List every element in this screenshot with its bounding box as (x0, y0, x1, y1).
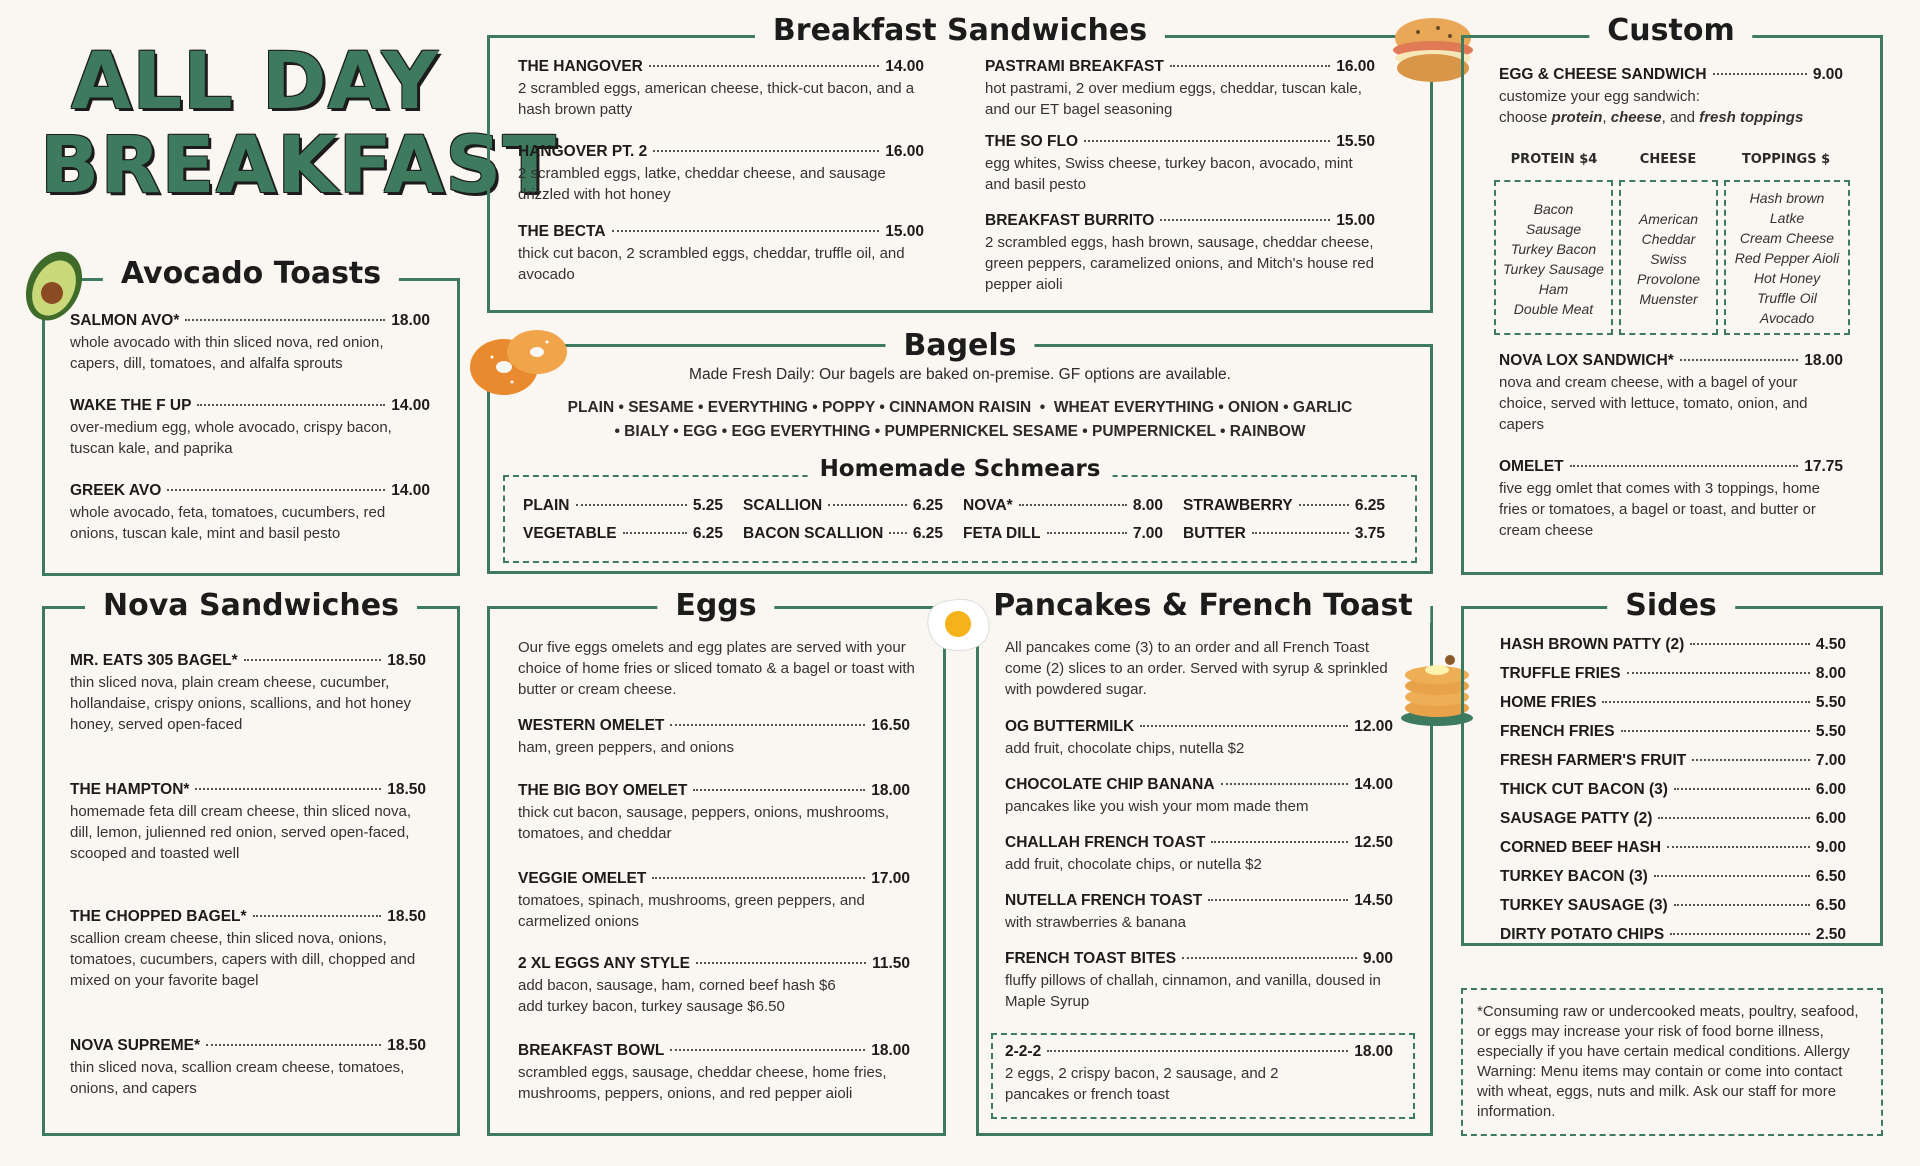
item-name: CHOCOLATE CHIP BANANA (1005, 776, 1215, 793)
side-item: HOME FRIES 5.50 (1500, 694, 1846, 711)
item-desc: add bacon, sausage, ham, corned beef hash $6 (518, 977, 836, 994)
item-price: 16.50 (871, 717, 910, 734)
item-desc: egg whites, Swiss cheese, turkey bacon, avocado, mint and basil pesto (985, 155, 1353, 193)
custom-title: Custom (1589, 13, 1752, 48)
egg-cheese-sandwich (1499, 66, 1843, 128)
custom-desc-line1: customize your egg sandwich: (1499, 88, 1700, 105)
item-name: PASTRAMI BREAKFAST (985, 58, 1164, 75)
item-name: CHALLAH FRENCH TOAST (1005, 834, 1206, 851)
custom-desc-line2: choose protein, cheese, and fresh toppings (1499, 109, 1804, 126)
item-desc: fluffy pillows of challah, cinnamon, and vanilla, doused in Maple Syrup (1005, 972, 1381, 1010)
item-name: HANGOVER PT. 2 (518, 143, 648, 160)
item-desc-2: add turkey bacon, turkey sausage $6.50 (518, 998, 785, 1015)
sandwich-item-5 (985, 133, 1375, 195)
item-price: 12.00 (1354, 718, 1393, 735)
item-desc: 2 scrambled eggs, hash brown, sausage, cheddar cheese, green peppers, caramelized onions, and Mitch's house red pepper aioli (985, 234, 1374, 293)
item-name: MR. EATS 305 BAGEL* (70, 652, 238, 669)
side-item: THICK CUT BACON (3) 6.00 (1500, 781, 1846, 798)
item-name: THE SO FLO (985, 133, 1078, 150)
brand-line-1: ALL DAY (70, 37, 440, 127)
item-name: EGG & CHEESE SANDWICH (1499, 66, 1707, 83)
col-head-protein: PROTEIN $4 (1510, 152, 1598, 167)
item-name: THE HANGOVER (518, 58, 643, 75)
item-price: 9.00 (1812, 66, 1843, 83)
item-name: 2 XL EGGS ANY STYLE (518, 955, 690, 972)
sandwich-item-6 (985, 212, 1403, 295)
nova-item-2 (70, 781, 426, 864)
eggs-title: Eggs (657, 588, 774, 623)
nova-item-3 (70, 908, 426, 991)
item-price: 14.00 (1354, 776, 1393, 793)
schmear-feta-dill: FETA DILL 7.00 (963, 525, 1163, 542)
item-name: 2-2-2 (1005, 1043, 1042, 1060)
nova-item-1 (70, 652, 426, 735)
item-price: 15.00 (1336, 212, 1375, 229)
item-price: 18.00 (871, 1042, 910, 1059)
side-item: TURKEY SAUSAGE (3) 6.50 (1500, 897, 1846, 914)
item-name: BREAKFAST BURRITO (985, 212, 1155, 229)
schmears-title: Homemade Schmears (808, 456, 1113, 482)
item-name: GREEK AVO (70, 482, 162, 499)
item-desc: whole avocado, feta, tomatoes, cucumbers, red onions, tuscan kale, mint and basil pesto (70, 504, 386, 542)
item-price: 18.50 (387, 1037, 426, 1054)
schmear-butter: BUTTER 3.75 (1183, 525, 1385, 542)
item-name: VEGGIE OMELET (518, 870, 647, 887)
item-desc: nova and cream cheese, with a bagel of your choice, served with lettuce, tomato, onion, and capers (1499, 374, 1808, 433)
side-item: FRESH FARMER'S FRUIT 7.00 (1500, 752, 1846, 769)
nova-title: Nova Sandwiches (85, 588, 417, 623)
item-desc: thin sliced nova, plain cream cheese, cucumber, hollandaise, crispy onions, scallions, and hot honey honey, served open-faced (70, 674, 412, 733)
protein-options: Bacon Sausage Turkey Bacon Turkey Sausage Ham Double Meat (1494, 180, 1613, 335)
item-name: WESTERN OMELET (518, 717, 665, 734)
pancakes-item-5 (1005, 950, 1393, 1012)
item-price: 15.50 (1336, 133, 1375, 150)
eggs-item-1 (518, 717, 910, 758)
item-desc: scallion cream cheese, thin sliced nova, onions, tomatoes, cucumbers, capers with dill, chopped and mixed on your favorite bagel (70, 930, 416, 989)
avocado-title: Avocado Toasts (103, 256, 399, 291)
pancakes-item-4 (1005, 892, 1393, 933)
item-desc: 2 eggs, 2 crispy bacon, 2 sausage, and 2 pancakes or french toast (1005, 1065, 1279, 1103)
item-desc: whole avocado with thin sliced nova, red onion, capers, dill, tomatoes, and alfalfa sprouts (70, 334, 384, 372)
item-name: WAKE THE F UP (70, 397, 192, 414)
fried-egg-icon (918, 590, 998, 660)
side-item: DIRTY POTATO CHIPS 2.50 (1500, 926, 1846, 943)
item-price: 18.00 (1804, 352, 1843, 369)
side-item: TRUFFLE FRIES 8.00 (1500, 665, 1846, 682)
pancakes-title: Pancakes & French Toast (975, 588, 1430, 623)
side-item: TURKEY BACON (3) 6.50 (1500, 868, 1846, 885)
item-price: 14.00 (391, 397, 430, 414)
item-price: 18.00 (391, 312, 430, 329)
item-price: 11.50 (872, 955, 910, 972)
side-item: CORNED BEEF HASH 9.00 (1500, 839, 1846, 856)
item-desc: thick cut bacon, 2 scrambled eggs, cheddar, truffle oil, and avocado (518, 245, 905, 283)
side-item: SAUSAGE PATTY (2) 6.00 (1500, 810, 1846, 827)
side-item: FRENCH FRIES 5.50 (1500, 723, 1846, 740)
item-name: BREAKFAST BOWL (518, 1042, 665, 1059)
schmears-box (503, 475, 1417, 563)
item-price: 16.00 (885, 143, 924, 160)
eggs-item-5 (518, 1042, 910, 1104)
item-price: 18.00 (1354, 1043, 1393, 1060)
sides-title: Sides (1607, 588, 1735, 623)
avocado-item-1 (70, 312, 430, 374)
schmear-nova: NOVA* 8.00 (963, 497, 1163, 514)
col-head-cheese: CHEESE (1639, 152, 1697, 167)
toppings-options: Hash brown Latke Cream Cheese Red Pepper Aioli Hot Honey Truffle Oil Avocado (1724, 180, 1850, 335)
pancakes-item-3 (1005, 834, 1393, 875)
sandwich-item-2 (518, 143, 924, 205)
item-price: 12.50 (1354, 834, 1393, 851)
bagels-note: Made Fresh Daily: Our bagels are baked on-premise. GF options are available. (689, 366, 1231, 383)
sides-list (1500, 636, 1846, 955)
schmear-bacon-scallion: BACON SCALLION 6.25 (743, 525, 943, 542)
item-desc: pancakes like you wish your mom made them (1005, 798, 1309, 815)
item-desc: tomatoes, spinach, mushrooms, green peppers, and carmelized onions (518, 892, 865, 930)
item-price: 17.75 (1804, 458, 1843, 475)
bagels-title: Bagels (885, 328, 1034, 363)
item-desc: 2 scrambled eggs, american cheese, thick-cut bacon, and a hash brown patty (518, 80, 915, 118)
item-name: FRENCH TOAST BITES (1005, 950, 1177, 967)
custom-item-omelet (1499, 458, 1843, 541)
item-price: 16.00 (1336, 58, 1375, 75)
item-desc: add fruit, chocolate chips, or nutella $2 (1005, 856, 1262, 873)
avocado-item-3 (70, 482, 430, 544)
item-desc: homemade feta dill cream cheese, thin sliced nova, dill, lemon, julienned red onion, served open-faced, scooped and toasted well (70, 803, 412, 862)
sandwich-item-1 (518, 58, 924, 120)
item-desc: thick cut bacon, sausage, peppers, onions, mushrooms, tomatoes, and cheddar (518, 804, 890, 842)
schmear-vegetable: VEGETABLE 6.25 (523, 525, 723, 542)
bagels-list-2: • BIALY • EGG • EGG EVERYTHING • PUMPERNICKEL SESAME • PUMPERNICKEL • RAINBOW (614, 423, 1306, 440)
schmear-scallion: SCALLION 6.25 (743, 497, 943, 514)
bagels-icon (462, 322, 572, 402)
item-price: 9.00 (1362, 950, 1393, 967)
sandwich-item-3 (518, 223, 924, 285)
pancakes-intro: All pancakes come (3) to an order and all French Toast come (2) slices to an order. Served with syrup & sprinkled with powdered sugar. (1005, 639, 1388, 698)
brand-line-2: BREAKFAST (40, 121, 557, 211)
schmear-plain: PLAIN 5.25 (523, 497, 723, 514)
eggs-item-4 (518, 955, 910, 1017)
item-name: NOVA SUPREME* (70, 1037, 201, 1054)
item-price: 14.00 (885, 58, 924, 75)
special-222 (1005, 1043, 1393, 1105)
item-name: THE HAMPTON* (70, 781, 190, 798)
disclaimer-text: *Consuming raw or undercooked meats, poultry, seafood, or eggs may increase your risk of food borne illness, especially if you have certain medical conditions. Allergy Warning: Menu items may contain or come into contact with wheat, eggs, nuts and milk. Ask our staff for more information. (1477, 1003, 1859, 1120)
item-desc: over-medium egg, whole avocado, crispy bacon, tuscan kale, and paprika (70, 419, 392, 457)
item-price: 14.50 (1354, 892, 1393, 909)
avocado-item-2 (70, 397, 430, 459)
item-name: OG BUTTERMILK (1005, 718, 1135, 735)
item-price: 18.50 (387, 781, 426, 798)
item-name: THE BIG BOY OMELET (518, 782, 688, 799)
item-name: OMELET (1499, 458, 1564, 475)
item-price: 15.00 (885, 223, 924, 240)
eggs-item-3 (518, 870, 910, 932)
eggs-intro: Our five eggs omelets and egg plates are served with your choice of home fries or sliced tomato & a bagel or toast with butter or cream cheese. (518, 639, 915, 698)
item-desc: five egg omlet that comes with 3 toppings, home fries or tomatoes, a bagel or toast, and butter or cream cheese (1499, 480, 1821, 539)
item-name: NOVA LOX SANDWICH* (1499, 352, 1674, 369)
nova-item-4 (70, 1037, 426, 1099)
item-price: 18.50 (387, 652, 426, 669)
item-name: THE BECTA (518, 223, 606, 240)
item-name: THE CHOPPED BAGEL* (70, 908, 247, 925)
item-desc: thin sliced nova, scallion cream cheese, tomatoes, onions, and capers (70, 1059, 405, 1097)
pancakes-item-2 (1005, 776, 1393, 817)
brand-logo (40, 37, 557, 211)
item-price: 18.00 (871, 782, 910, 799)
item-price: 14.00 (391, 482, 430, 499)
col-head-toppings: TOPPINGS $ (1741, 152, 1831, 167)
schmear-strawberry: STRAWBERRY 6.25 (1183, 497, 1385, 514)
item-desc: ham, green peppers, and onions (518, 739, 734, 756)
item-price: 17.00 (871, 870, 910, 887)
item-desc: hot pastrami, 2 over medium eggs, cheddar, tuscan kale, and our ET bagel seasoning (985, 80, 1362, 118)
item-desc: scrambled eggs, sausage, cheddar cheese, home fries, mushrooms, peppers, onions, and red pepper aioli (518, 1064, 887, 1102)
sandwich-item-4 (985, 58, 1375, 120)
item-desc: add fruit, chocolate chips, nutella $2 (1005, 740, 1245, 757)
eggs-item-2 (518, 782, 910, 844)
pancakes-item-1 (1005, 718, 1393, 759)
cheese-options: American Cheddar Swiss Provolone Muenster (1619, 180, 1718, 335)
item-price: 18.50 (387, 908, 426, 925)
item-desc: 2 scrambled eggs, latke, cheddar cheese, and sausage drizzled with hot honey (518, 165, 886, 203)
item-desc: with strawberries & banana (1005, 914, 1186, 931)
bagels-list-1: PLAIN • SESAME • EVERYTHING • POPPY • CINNAMON RAISIN • WHEAT EVERYTHING • ONION • GARLIC (567, 399, 1353, 416)
item-name: SALMON AVO* (70, 312, 180, 329)
side-item: HASH BROWN PATTY (2) 4.50 (1500, 636, 1846, 653)
breakfast-sandwiches-title: Breakfast Sandwiches (755, 13, 1165, 48)
item-name: NUTELLA FRENCH TOAST (1005, 892, 1203, 909)
custom-item-nova-lox (1499, 352, 1843, 435)
